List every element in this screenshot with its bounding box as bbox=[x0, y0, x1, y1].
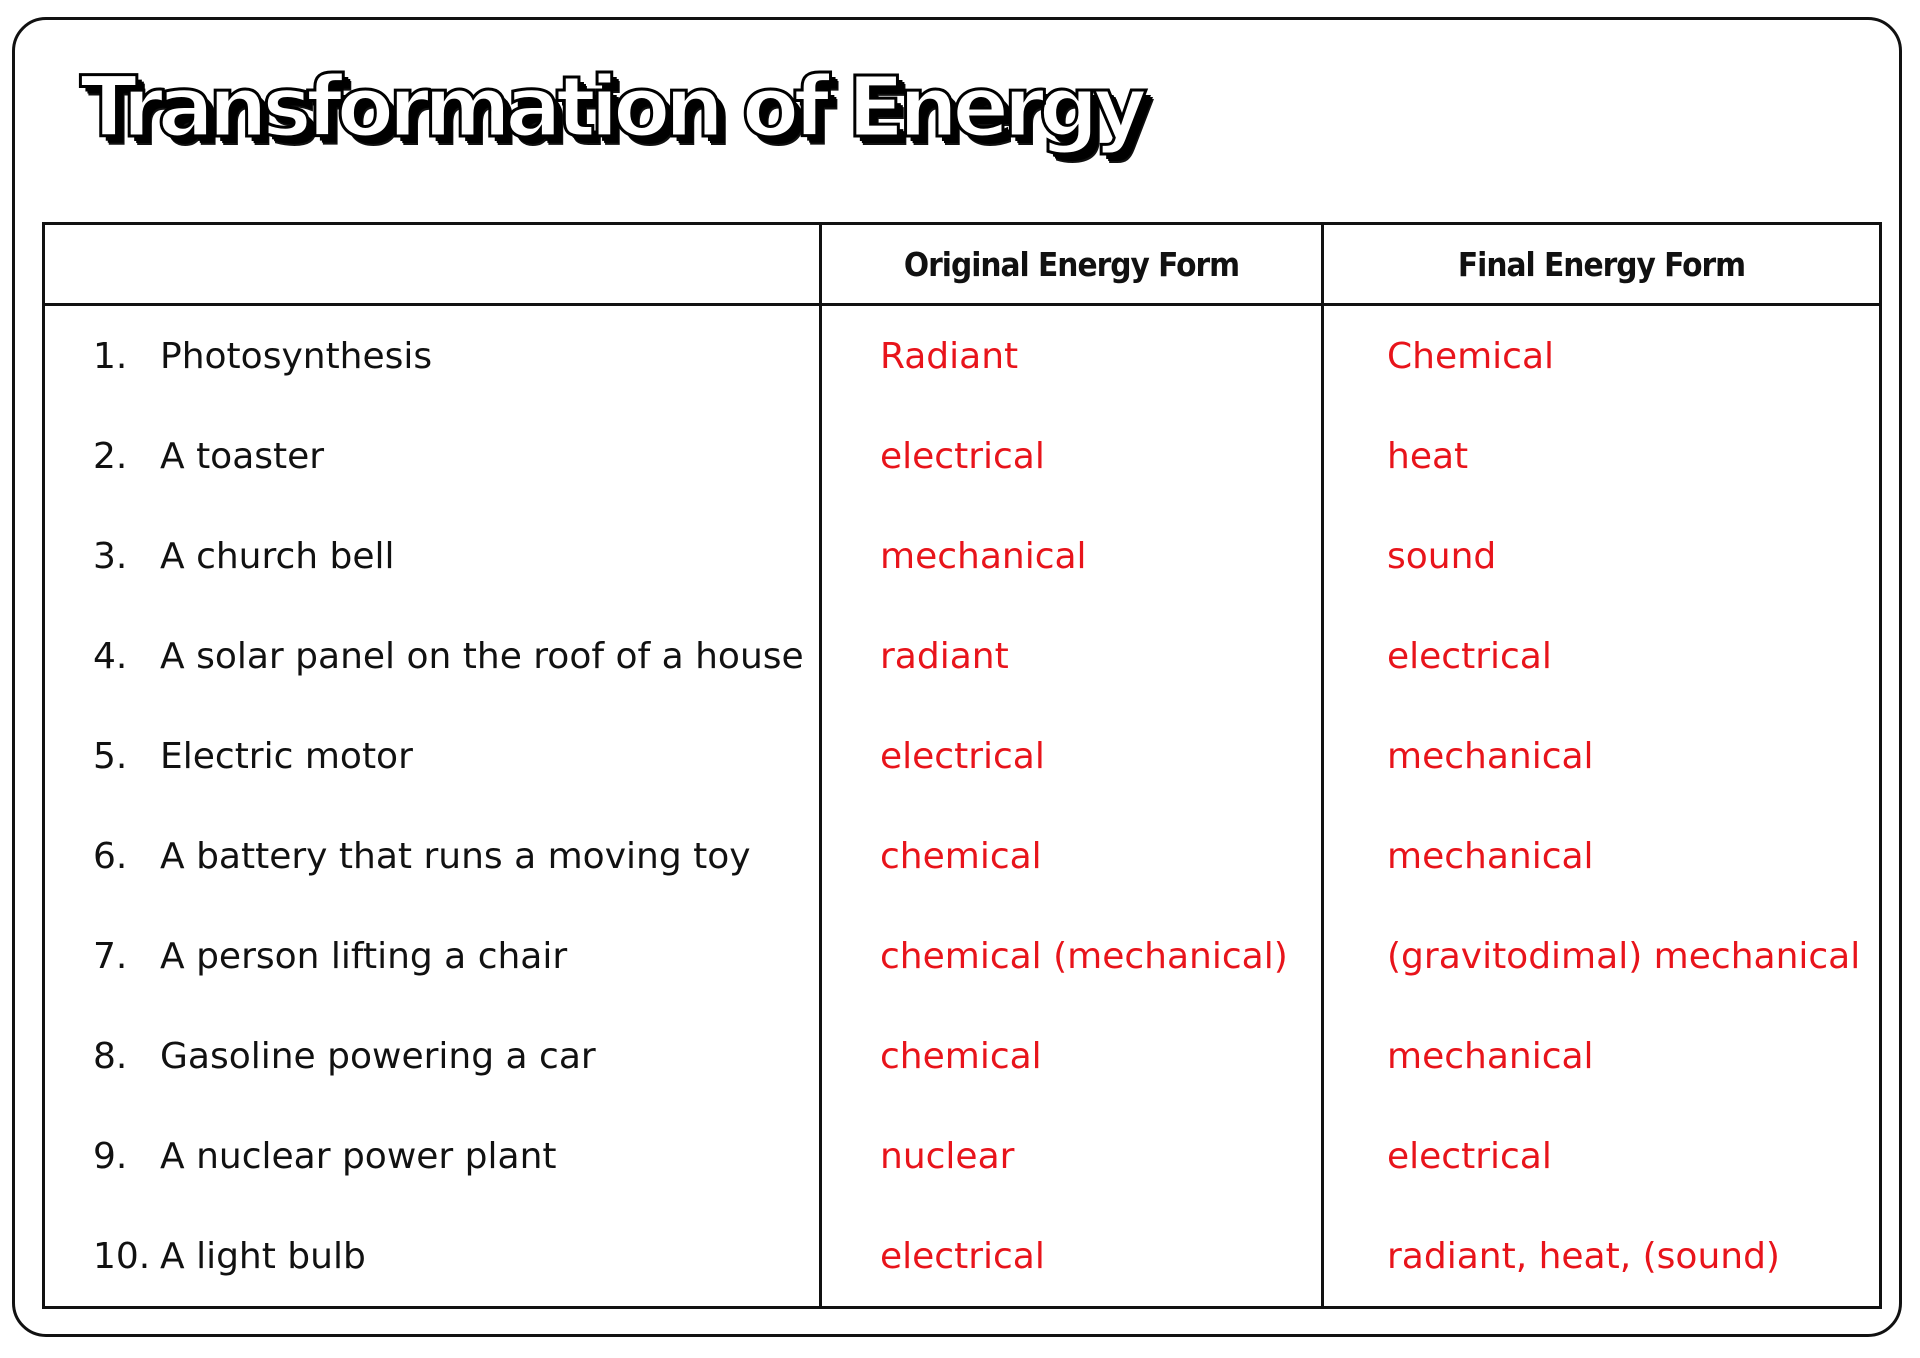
item-cell bbox=[44, 1206, 821, 1308]
final-energy-cell: (gravitodimal) mechanical bbox=[1387, 935, 1861, 977]
table-row bbox=[44, 305, 1881, 407]
item-label: A battery that runs a moving toy bbox=[160, 835, 751, 877]
table-row bbox=[44, 1006, 1881, 1106]
item-label: A light bulb bbox=[160, 1235, 366, 1277]
original-energy-cell: Radiant bbox=[821, 305, 1323, 407]
original-energy-cell: chemical bbox=[821, 806, 1323, 906]
header-original-energy-form: Original Energy Form bbox=[821, 224, 1323, 305]
item-label: A solar panel on the roof of a house bbox=[160, 635, 804, 677]
table-row bbox=[44, 806, 1881, 906]
original-energy-cell: electrical bbox=[821, 406, 1323, 506]
item-label: Photosynthesis bbox=[160, 335, 433, 377]
original-energy-cell: radiant bbox=[821, 606, 1323, 706]
item-cell bbox=[44, 906, 821, 1006]
item-cell bbox=[44, 305, 821, 407]
item-cell bbox=[44, 606, 821, 706]
final-energy-cell: mechanical bbox=[1387, 835, 1594, 877]
item-cell bbox=[44, 406, 821, 506]
final-energy-cell: Chemical bbox=[1387, 335, 1555, 377]
item-cell bbox=[44, 806, 821, 906]
original-energy-cell: chemical (mechanical) bbox=[821, 906, 1323, 1006]
item-number: 7. bbox=[93, 935, 128, 977]
item-label: A church bell bbox=[160, 535, 395, 577]
header-item bbox=[44, 224, 821, 305]
item-number: 9. bbox=[93, 1135, 128, 1177]
final-energy-cell: heat bbox=[1387, 435, 1469, 477]
final-energy-cell: radiant, heat, (sound) bbox=[1387, 1235, 1780, 1277]
item-label: A toaster bbox=[160, 435, 325, 477]
item-label: A person lifting a chair bbox=[160, 935, 568, 977]
item-number: 3. bbox=[93, 535, 128, 577]
original-energy-cell: mechanical bbox=[821, 506, 1323, 606]
item-number: 1. bbox=[93, 335, 128, 377]
item-number: 4. bbox=[93, 635, 128, 677]
item-number: 8. bbox=[93, 1035, 128, 1077]
original-energy-cell: electrical bbox=[821, 1206, 1323, 1308]
original-energy-cell: electrical bbox=[821, 706, 1323, 806]
item-number: 10. bbox=[93, 1235, 151, 1277]
table-row bbox=[44, 406, 1881, 506]
energy-table bbox=[42, 222, 1882, 1309]
final-energy-cell: mechanical bbox=[1387, 1035, 1594, 1077]
item-cell bbox=[44, 506, 821, 606]
table-row bbox=[44, 506, 1881, 606]
final-energy-cell: electrical bbox=[1387, 635, 1552, 677]
item-cell bbox=[44, 1006, 821, 1106]
item-cell bbox=[44, 706, 821, 806]
table-header-row bbox=[44, 224, 1881, 305]
table-row bbox=[44, 906, 1881, 1006]
item-number: 5. bbox=[93, 735, 128, 777]
table-row bbox=[44, 1206, 1881, 1308]
item-label: A nuclear power plant bbox=[160, 1135, 557, 1177]
table-row bbox=[44, 1106, 1881, 1206]
item-label: Gasoline powering a car bbox=[160, 1035, 596, 1077]
table-row bbox=[44, 706, 1881, 806]
table-row bbox=[44, 606, 1881, 706]
final-energy-cell: mechanical bbox=[1387, 735, 1594, 777]
header-final-energy-form: Final Energy Form bbox=[1323, 224, 1881, 305]
final-energy-cell: sound bbox=[1387, 535, 1497, 577]
original-energy-cell: chemical bbox=[821, 1006, 1323, 1106]
item-number: 2. bbox=[93, 435, 128, 477]
final-energy-cell: electrical bbox=[1387, 1135, 1552, 1177]
page-title: Transformation of Energy bbox=[80, 58, 1142, 156]
item-label: Electric motor bbox=[160, 735, 413, 777]
item-number: 6. bbox=[93, 835, 128, 877]
original-energy-cell: nuclear bbox=[821, 1106, 1323, 1206]
item-cell bbox=[44, 1106, 821, 1206]
